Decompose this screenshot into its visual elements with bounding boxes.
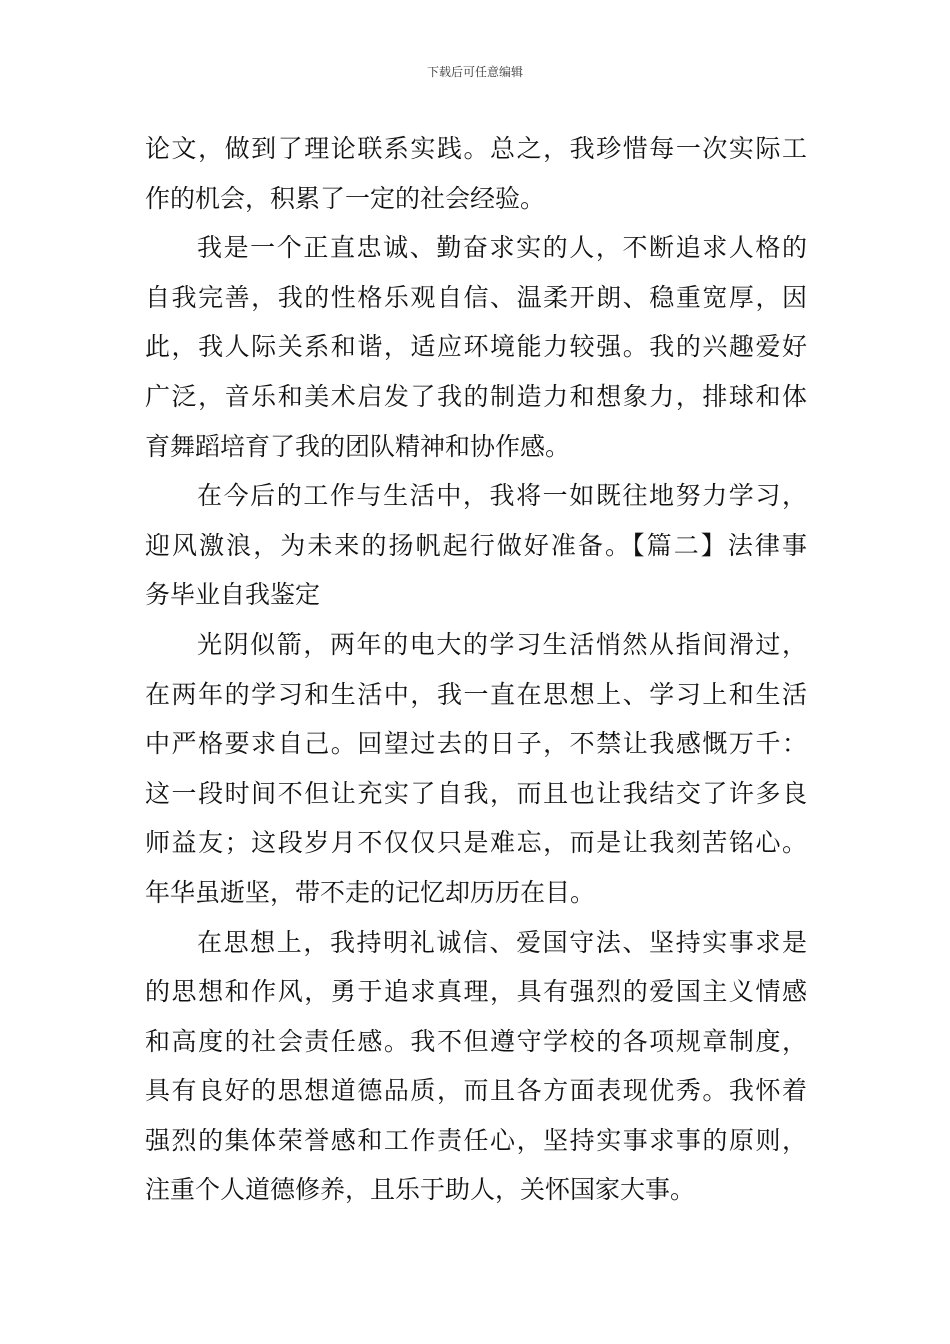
paragraph-line: 注重个人道德修养，且乐于助人，关怀国家大事。	[145, 1175, 696, 1205]
paragraph-line: 自我完善，我的性格乐观自信、温柔开朗、稳重宽厚，因	[145, 282, 807, 312]
paragraph-line: 具有良好的思想道德品质，而且各方面表现优秀。我怀着	[145, 1076, 807, 1106]
paragraph-line: 中严格要求自己。回望过去的日子，不禁让我感慨万千：	[145, 729, 807, 759]
paragraph-line: 师益友；这段岁月不仅仅只是难忘，而是让我刻苦铭心。	[145, 828, 807, 858]
paragraph-line: 强烈的集体荣誉感和工作责任心，坚持实事求事的原则，	[145, 1125, 807, 1155]
paragraph-line: 此，我人际关系和谐，适应环境能力较强。我的兴趣爱好	[145, 332, 807, 362]
page-header: 下载后可任意编辑	[426, 65, 523, 79]
paragraph-line: 光阴似箭，两年的电大的学习生活悄然从指间滑过，	[197, 629, 807, 659]
paragraph-line: 作的机会，积累了一定的社会经验。	[145, 183, 546, 213]
paragraph-line: 在两年的学习和生活中，我一直在思想上、学习上和生活	[145, 679, 807, 709]
paragraph-line: 我是一个正直忠诚、勤奋求实的人，不断追求人格的	[197, 233, 807, 263]
paragraph-line: 迎风激浪，为未来的扬帆起行做好准备。【篇二】法律事	[145, 530, 807, 560]
paragraph-line: 的思想和作风，勇于追求真理，具有强烈的爱国主义情感	[145, 977, 807, 1007]
paragraph-line: 在思想上，我持明礼诚信、爱国守法、坚持实事求是	[197, 927, 807, 957]
document-body	[145, 124, 807, 1215]
paragraph-line: 在今后的工作与生活中，我将一如既往地努力学习，	[197, 481, 807, 511]
paragraph-line: 务毕业自我鉴定	[145, 580, 321, 610]
paragraph-line: 育舞蹈培育了我的团队精神和协作感。	[145, 431, 571, 461]
paragraph-line: 论文，做到了理论联系实践。总之，我珍惜每一次实际工	[145, 134, 807, 163]
paragraph-line: 这一段时间不但让充实了自我，而且也让我结交了许多良	[145, 778, 807, 808]
paragraph-line: 广泛，音乐和美术启发了我的制造力和想象力，排球和体	[145, 381, 807, 411]
paragraph-line: 和高度的社会责任感。我不但遵守学校的各项规章制度，	[145, 1026, 807, 1056]
paragraph-line: 年华虽逝坚，带不走的记忆却历历在目。	[145, 877, 596, 907]
